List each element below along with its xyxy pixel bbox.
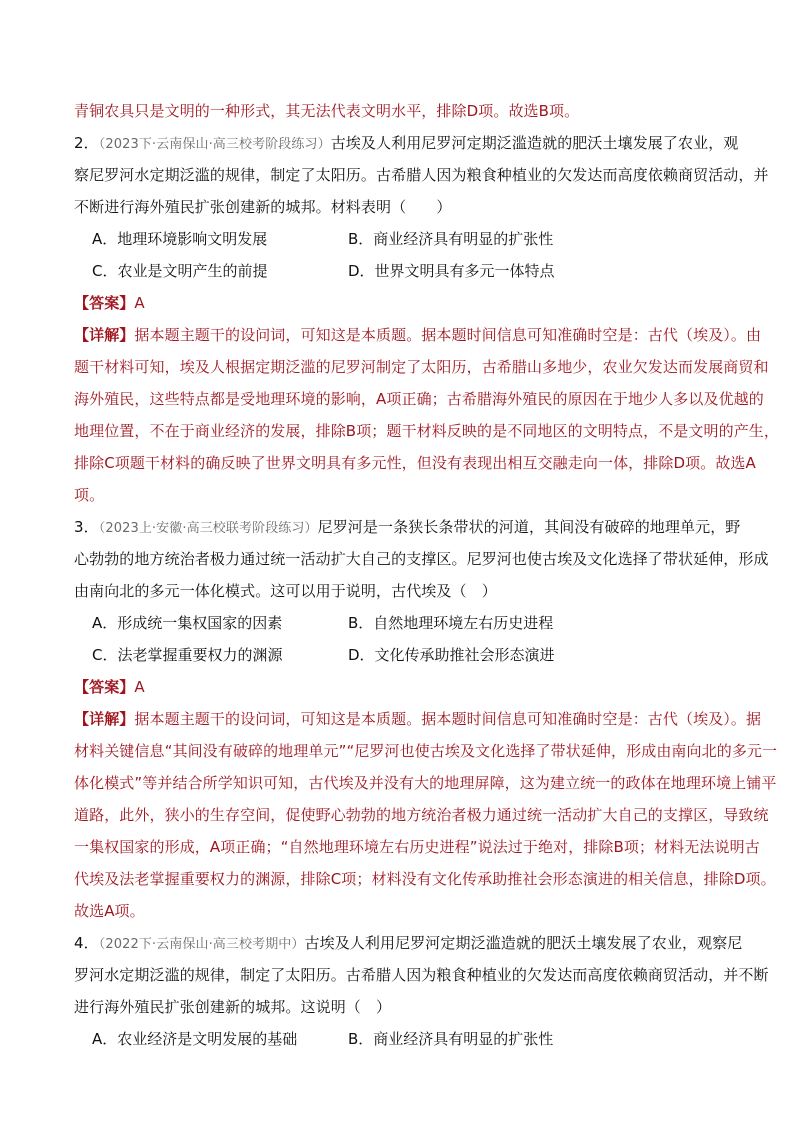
q2-detail-line-3: 海外殖民，这些特点都是受地理环境的影响，A项正确；古希腊海外殖民的原因在于地少人多以及优越的 [74,390,764,408]
q3-source: （2023上·安徽·高三校联考阶段练习） [98,521,318,536]
q2-answer-label: 【答案】 [74,294,135,312]
q2-detail-label: 【详解】 [74,326,135,344]
q2-source: （2023下·云南保山·高三校考阶段练习） [98,137,331,152]
q3-detail-line-1 [74,709,762,729]
q2-number: 2． [74,134,99,152]
q2-detail-line-2: 题干材料可知，埃及人根据定期泛滥的尼罗河制定了太阳历，古希腊山多地少，农业欠发达而发展商贸和 [74,358,769,376]
q2-stem-text-1: 古埃及人利用尼罗河定期泛滥造就的肥沃土壤发展了农业，观 [330,134,739,152]
q2-stem-line-3: 不断进行海外殖民扩张创建新的城邦。材料表明（ ） [74,198,452,216]
q3-detail-line-2: 材料关键信息“其间没有破碎的地理单元”“尼罗河也使古埃及文化选择了带状延伸，形成由南向北的多元一 [74,742,778,760]
q2-option-b: B．商业经济具有明显的扩张性 [348,230,554,248]
q3-answer-line [74,677,724,697]
q2-detail-line-5: 排除C项题干材料的确反映了世界文明具有多元性，但没有表现出相互交融走向一体，排除D项。故选A [74,454,756,472]
q3-answer-value: A [134,678,145,696]
q3-stem-line-1 [74,517,741,539]
q3-stem-text-1: 尼罗河是一条狭长条带状的河道，其间没有破碎的地理单元，野 [317,518,741,536]
q3-option-c: C．法老掌握重要权力的渊源 [92,646,283,664]
q3-answer-label: 【答案】 [74,678,135,696]
q3-option-b: B．自然地理环境左右历史进程 [348,614,554,632]
q2-answer-value: A [134,294,145,312]
prev-detail-text: 青铜农具只是文明的一种形式，其无法代表文明水平，排除D项。故选B项。 [74,102,580,120]
q2-option-d: D．世界文明具有多元一体特点 [348,262,555,280]
q2-stem-line-2: 察尼罗河水定期泛滥的规律，制定了太阳历。古希腊人因为粮食种植业的欠发达而高度依赖商贸活动，并 [74,166,769,184]
q2-detail-line-4: 地理位置，不在于商业经济的发展，排除B项；题干材料反映的是不同地区的文明特点，不是文明的产生， [74,422,779,440]
q2-option-a: A．地理环境影响文明发展 [92,230,268,248]
q4-option-b: B．商业经济具有明显的扩张性 [348,1030,554,1048]
q2-stem-line-1 [74,133,739,155]
q3-number: 3． [74,518,99,536]
q2-detail-line-1 [74,325,762,345]
q3-detail-line-3: 体化模式”等并结合所学知识可知，古代埃及并没有大的地理屏障，这为建立统一的政体在地理环境上铺平 [74,774,777,792]
q3-detail-line-4: 道路，此外，狭小的生存空间，促使野心勃勃的地方统治者极力通过统一活动扩大自己的支撑区，导致统 [74,806,769,824]
q3-stem-line-3: 由南向北的多元一体化模式。这可以用于说明，古代埃及（ ） [74,582,497,600]
q4-option-a: A．农业经济是文明发展的基础 [92,1030,298,1048]
q3-detail-line-5: 一集权国家的形成，A项正确；“自然地理环境左右历史进程”说法过于绝对，排除B项；材料无法说明古 [74,838,760,856]
q3-detail-line-7: 故选A项。 [74,902,145,920]
q3-option-d: D．文化传承助推社会形态演进 [348,646,555,664]
q2-option-c: C．农业是文明产生的前提 [92,262,268,280]
q3-detail-text-1: 据本题主题干的设问词，可知这是本质题。据本题时间信息可知准确时空是：古代（埃及）。据 [134,710,762,728]
q3-stem-line-2: 心勃勃的地方统治者极力通过统一活动扩大自己的支撑区。尼罗河也使古埃及文化选择了带状延伸，形成 [74,550,769,568]
q4-source: （2022下·云南保山·高三校考期中） [98,937,305,952]
q4-stem-line-1 [74,933,743,955]
q4-stem-line-3: 进行海外殖民扩张创建新的城邦。这说明（ ） [74,998,392,1016]
q4-number: 4． [74,934,99,952]
q2-answer-line [74,293,724,313]
q3-detail-label: 【详解】 [74,710,135,728]
q4-stem-text-1: 古埃及人利用尼罗河定期泛滥造就的肥沃土壤发展了农业，观察尼 [304,934,743,952]
q3-option-a: A．形成统一集权国家的因素 [92,614,283,632]
q4-stem-line-2: 罗河水定期泛滥的规律，制定了太阳历。古希腊人因为粮食种植业的欠发达而高度依赖商贸活动，并不断 [74,966,769,984]
q3-detail-line-6: 代埃及法老掌握重要权力的渊源，排除C项；材料没有文化传承助推社会形态演进的相关信息，排除D项。 [74,870,776,888]
prev-detail-line [74,101,724,121]
q2-detail-text-1: 据本题主题干的设问词，可知这是本质题。据本题时间信息可知准确时空是：古代（埃及）。由 [134,326,762,344]
q2-detail-line-6: 项。 [74,486,105,504]
